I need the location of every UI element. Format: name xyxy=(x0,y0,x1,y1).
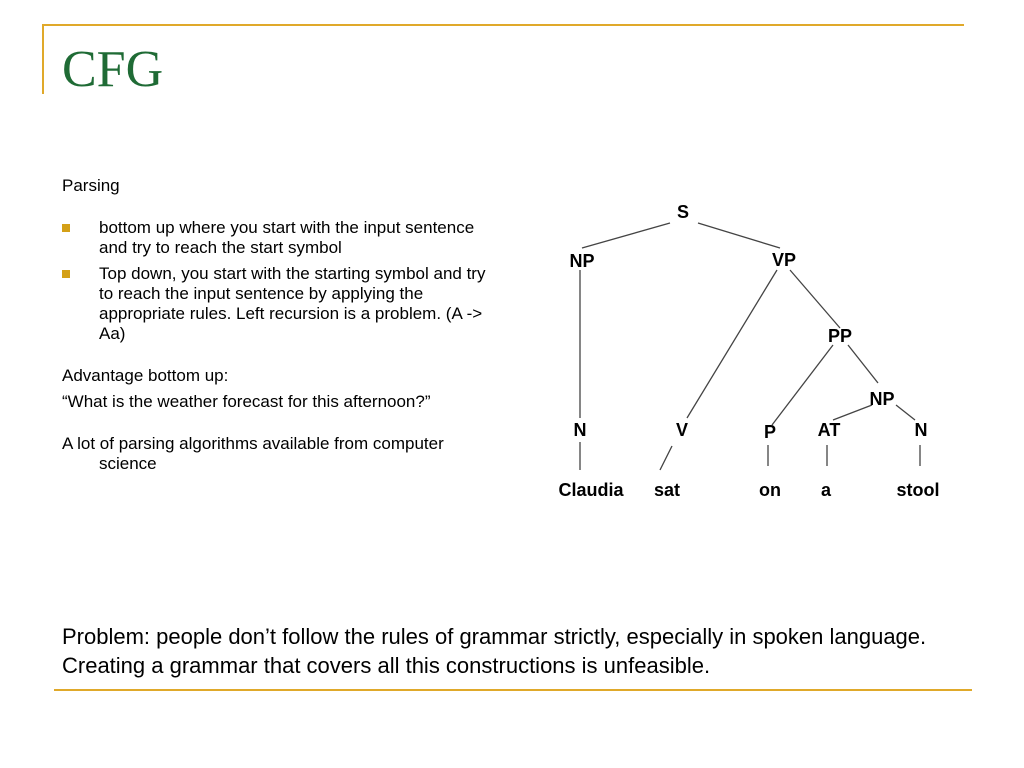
word-a: a xyxy=(820,480,832,500)
node-np: NP xyxy=(569,251,595,271)
node-n: N xyxy=(914,420,928,440)
square-bullet-icon xyxy=(62,224,70,232)
word-claudia: Claudia xyxy=(558,480,624,500)
word-on: on xyxy=(759,480,781,500)
edge-v-sat xyxy=(660,446,672,470)
edge-s-vp xyxy=(698,223,780,248)
node-pp: PP xyxy=(827,326,853,346)
edge-pp-np xyxy=(848,345,878,383)
bottom-accent-rule xyxy=(54,689,972,691)
node-at: AT xyxy=(817,420,841,440)
parsing-heading: Parsing xyxy=(62,176,120,195)
left-accent-rule xyxy=(42,24,44,94)
slide-title: CFG xyxy=(62,41,164,98)
node-n: N xyxy=(573,420,587,440)
node-p: P xyxy=(763,422,777,442)
edge-np-n xyxy=(896,405,915,420)
algorithms-note: A lot of parsing algorithms available from computer science xyxy=(62,434,444,473)
bullet-text: Top down, you start with the starting symbol and try to reach the input sentence by applying the appropriate rules. Left recursion is a problem. (A -> Aa) xyxy=(99,264,486,343)
slide-body xyxy=(62,176,502,474)
bullet-text: bottom up where you start with the input sentence and try to reach the start symbol xyxy=(99,218,475,257)
edge-np-at xyxy=(833,405,872,420)
word-sat: sat xyxy=(653,480,681,500)
node-np-inner: NP xyxy=(869,389,895,409)
node-v: V xyxy=(675,420,689,440)
edge-pp-p xyxy=(772,345,833,425)
top-accent-rule xyxy=(42,24,964,26)
node-s: S xyxy=(676,202,690,222)
advantage-heading: Advantage bottom up: xyxy=(62,366,229,385)
example-quote: “What is the weather forecast for this afternoon?” xyxy=(62,392,431,411)
bullet-bottom-up xyxy=(62,218,502,258)
problem-statement: Problem: people don’t follow the rules of grammar strictly, especially in spoken language. Creating a grammar that covers all this constructions is unfeasible. xyxy=(62,624,927,678)
square-bullet-icon xyxy=(62,270,70,278)
parse-tree-diagram xyxy=(540,190,960,510)
edge-vp-v xyxy=(687,270,777,418)
bullet-top-down xyxy=(62,264,502,344)
edge-vp-pp xyxy=(790,270,840,328)
node-vp: VP xyxy=(771,250,797,270)
word-stool: stool xyxy=(896,480,940,500)
parsing-bullets xyxy=(62,218,502,344)
edge-s-np xyxy=(582,223,670,248)
